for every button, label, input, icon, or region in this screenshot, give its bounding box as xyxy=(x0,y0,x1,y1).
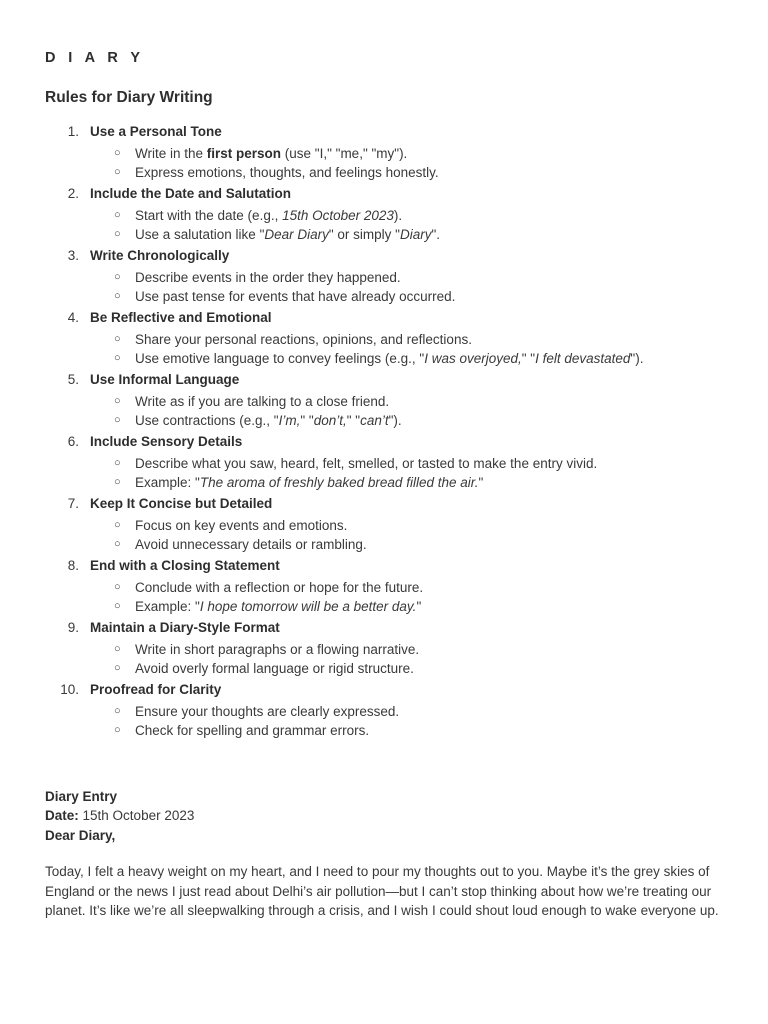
subitem-text: can’t xyxy=(360,413,389,428)
rule-sublist xyxy=(90,206,725,245)
rules-heading: Rules for Diary Writing xyxy=(45,89,213,106)
rule-subitem xyxy=(90,287,725,307)
rule-item xyxy=(45,308,725,369)
subitem-text: " " xyxy=(521,351,536,366)
rule-subitem xyxy=(90,206,725,226)
rule-subitem xyxy=(90,702,725,722)
subitem-text: Focus on key events and emotions. xyxy=(135,517,348,533)
subitem-text: Diary xyxy=(399,227,432,242)
hollow-bullet-icon: ○ xyxy=(114,476,121,488)
rule-subitem xyxy=(90,659,725,679)
subitem-text: "). xyxy=(630,351,644,366)
rule-title: Proofread for Clarity xyxy=(90,682,222,697)
hollow-bullet-icon: ○ xyxy=(114,662,121,674)
rule-title: Use a Personal Tone xyxy=(90,124,222,139)
rule-number: 1. xyxy=(67,124,79,139)
rule-number: 5. xyxy=(67,372,79,387)
hollow-bullet-icon: ○ xyxy=(114,704,121,717)
subitem-text: Example: " xyxy=(135,599,200,614)
rule-number: 4. xyxy=(67,310,79,325)
subitem-text: I was overjoyed, xyxy=(424,351,522,366)
subitem-text: Conclude with a reflection or hope for the future. xyxy=(135,579,424,595)
subitem-text: ). xyxy=(393,207,403,223)
subitem-text: Write as if you are talking to a close friend. xyxy=(135,393,390,409)
hollow-bullet-icon: ○ xyxy=(114,146,121,159)
rule-number: 9. xyxy=(67,620,79,635)
rule-subitem xyxy=(90,721,725,741)
rule-sublist xyxy=(90,144,725,183)
subitem-text: Avoid overly formal language or rigid structure. xyxy=(135,661,414,676)
rule-subitem xyxy=(90,349,725,369)
rule-sublist xyxy=(90,268,725,307)
rule-title: End with a Closing Statement xyxy=(90,558,280,573)
subitem-text: 15th October 2023 xyxy=(282,207,394,223)
rule-subitem xyxy=(90,163,725,183)
hollow-bullet-icon: ○ xyxy=(114,166,121,178)
hollow-bullet-icon: ○ xyxy=(114,580,121,593)
subitem-text: Describe events in the order they happened. xyxy=(135,269,401,285)
rule-subitem xyxy=(90,578,725,598)
subitem-text: Use a salutation like " xyxy=(135,227,265,242)
date-value: 15th October 2023 xyxy=(82,808,195,823)
rule-subitem xyxy=(90,640,725,660)
rule-item xyxy=(45,432,725,493)
subitem-text: "). xyxy=(388,413,402,428)
rule-sublist xyxy=(90,702,725,741)
rule-subitem xyxy=(90,144,725,164)
rule-subitem xyxy=(90,597,725,617)
rule-subitem xyxy=(90,473,725,493)
subitem-text: Write in the xyxy=(135,145,207,161)
rule-title: Be Reflective and Emotional xyxy=(90,310,272,325)
subitem-text: " " xyxy=(300,413,314,428)
rule-sublist xyxy=(90,330,725,369)
rule-number: 10. xyxy=(60,682,79,697)
subitem-text: The aroma of freshly baked bread filled the air. xyxy=(199,475,479,490)
subitem-text: Check for spelling and grammar errors. xyxy=(135,723,370,738)
subitem-text: first person xyxy=(206,145,282,161)
subitem-text: I’m, xyxy=(278,413,301,428)
hollow-bullet-icon: ○ xyxy=(114,290,121,302)
subitem-text: " " xyxy=(346,413,361,428)
rule-item xyxy=(45,618,725,679)
hollow-bullet-icon: ○ xyxy=(114,518,121,531)
hollow-bullet-icon: ○ xyxy=(114,724,121,736)
rule-item xyxy=(45,556,725,617)
subitem-text: Use emotive language to convey feelings (e.g., " xyxy=(135,351,425,366)
rule-number: 7. xyxy=(67,496,79,511)
rule-title: Include the Date and Salutation xyxy=(90,186,292,201)
hollow-bullet-icon: ○ xyxy=(114,414,121,426)
hollow-bullet-icon: ○ xyxy=(114,538,121,550)
subitem-text: Ensure your thoughts are clearly expressed. xyxy=(135,703,400,719)
rule-subitem xyxy=(90,411,725,431)
subitem-text: (use "I," "me," "my"). xyxy=(281,145,408,161)
rule-subitem xyxy=(90,268,725,288)
rules-list xyxy=(45,122,725,741)
subitem-text: don’t, xyxy=(313,413,347,428)
rule-sublist xyxy=(90,578,725,617)
subitem-text: I felt devastated xyxy=(535,351,631,366)
subitem-text: I hope tomorrow will be a better day. xyxy=(199,599,417,614)
rule-number: 2. xyxy=(67,186,79,201)
entry-salutation: Dear Diary, xyxy=(45,827,116,843)
entry-date xyxy=(45,806,725,826)
date-label: Date: xyxy=(45,808,79,823)
hollow-bullet-icon: ○ xyxy=(114,228,121,240)
hollow-bullet-icon: ○ xyxy=(114,332,121,345)
subitem-text: Avoid unnecessary details or rambling. xyxy=(135,537,367,552)
hollow-bullet-icon: ○ xyxy=(114,600,121,612)
hollow-bullet-icon: ○ xyxy=(114,394,121,407)
hollow-bullet-icon: ○ xyxy=(114,456,121,469)
diary-entry xyxy=(45,787,725,921)
subitem-text: " xyxy=(478,475,484,490)
subitem-text: " xyxy=(416,599,422,614)
rule-title: Maintain a Diary-Style Format xyxy=(90,620,280,635)
rule-subitem xyxy=(90,330,725,350)
hollow-bullet-icon: ○ xyxy=(114,208,121,221)
rule-sublist xyxy=(90,516,725,555)
rule-item xyxy=(45,680,725,741)
subitem-text: Dear Diary xyxy=(264,227,329,242)
subitem-text: Share your personal reactions, opinions, and reflections. xyxy=(135,331,472,347)
subitem-text: Write in short paragraphs or a flowing narrative. xyxy=(135,641,420,657)
entry-title: Diary Entry xyxy=(45,788,118,804)
rule-item xyxy=(45,494,725,555)
subitem-text: Express emotions, thoughts, and feelings honestly. xyxy=(135,165,439,180)
rule-sublist xyxy=(90,640,725,679)
rule-sublist xyxy=(90,392,725,431)
hollow-bullet-icon: ○ xyxy=(114,642,121,655)
rule-title: Include Sensory Details xyxy=(90,434,243,449)
rule-item xyxy=(45,184,725,245)
rule-title: Keep It Concise but Detailed xyxy=(90,496,273,511)
entry-paragraph: Today, I felt a heavy weight on my heart, and I need to pour my thoughts out to you. Maybe it’s the grey skies of England or the news I just read about Delhi’s air pollution—but I can’t stop thinking about how we’re treating our planet. It’s like we’re all sleepwalking through a crisis, and I wish I could shout loud enough to wake everyone up. xyxy=(45,864,719,918)
rule-item xyxy=(45,246,725,307)
document-page xyxy=(45,48,725,921)
rule-item xyxy=(45,122,725,183)
rule-number: 8. xyxy=(67,558,79,573)
hollow-bullet-icon: ○ xyxy=(114,352,121,364)
rule-title: Write Chronologically xyxy=(90,248,230,263)
subitem-text: Start with the date (e.g., xyxy=(135,207,283,223)
rule-subitem xyxy=(90,535,725,555)
rule-subitem xyxy=(90,516,725,536)
subitem-text: Describe what you saw, heard, felt, smelled, or tasted to make the entry vivid. xyxy=(135,455,598,471)
rule-item xyxy=(45,370,725,431)
hollow-bullet-icon: ○ xyxy=(114,270,121,283)
subitem-text: Use past tense for events that have already occurred. xyxy=(135,289,456,304)
subitem-text: Example: " xyxy=(135,475,200,490)
subitem-text: " or simply " xyxy=(328,227,400,242)
rule-number: 6. xyxy=(67,434,79,449)
subitem-text: Use contractions (e.g., " xyxy=(135,413,279,428)
rule-subitem xyxy=(90,225,725,245)
rule-subitem xyxy=(90,454,725,474)
rule-sublist xyxy=(90,454,725,493)
subitem-text: ". xyxy=(431,227,441,242)
document-title: D I A R Y xyxy=(45,50,145,66)
rule-number: 3. xyxy=(67,248,79,263)
rule-subitem xyxy=(90,392,725,412)
rule-title: Use Informal Language xyxy=(90,372,240,387)
